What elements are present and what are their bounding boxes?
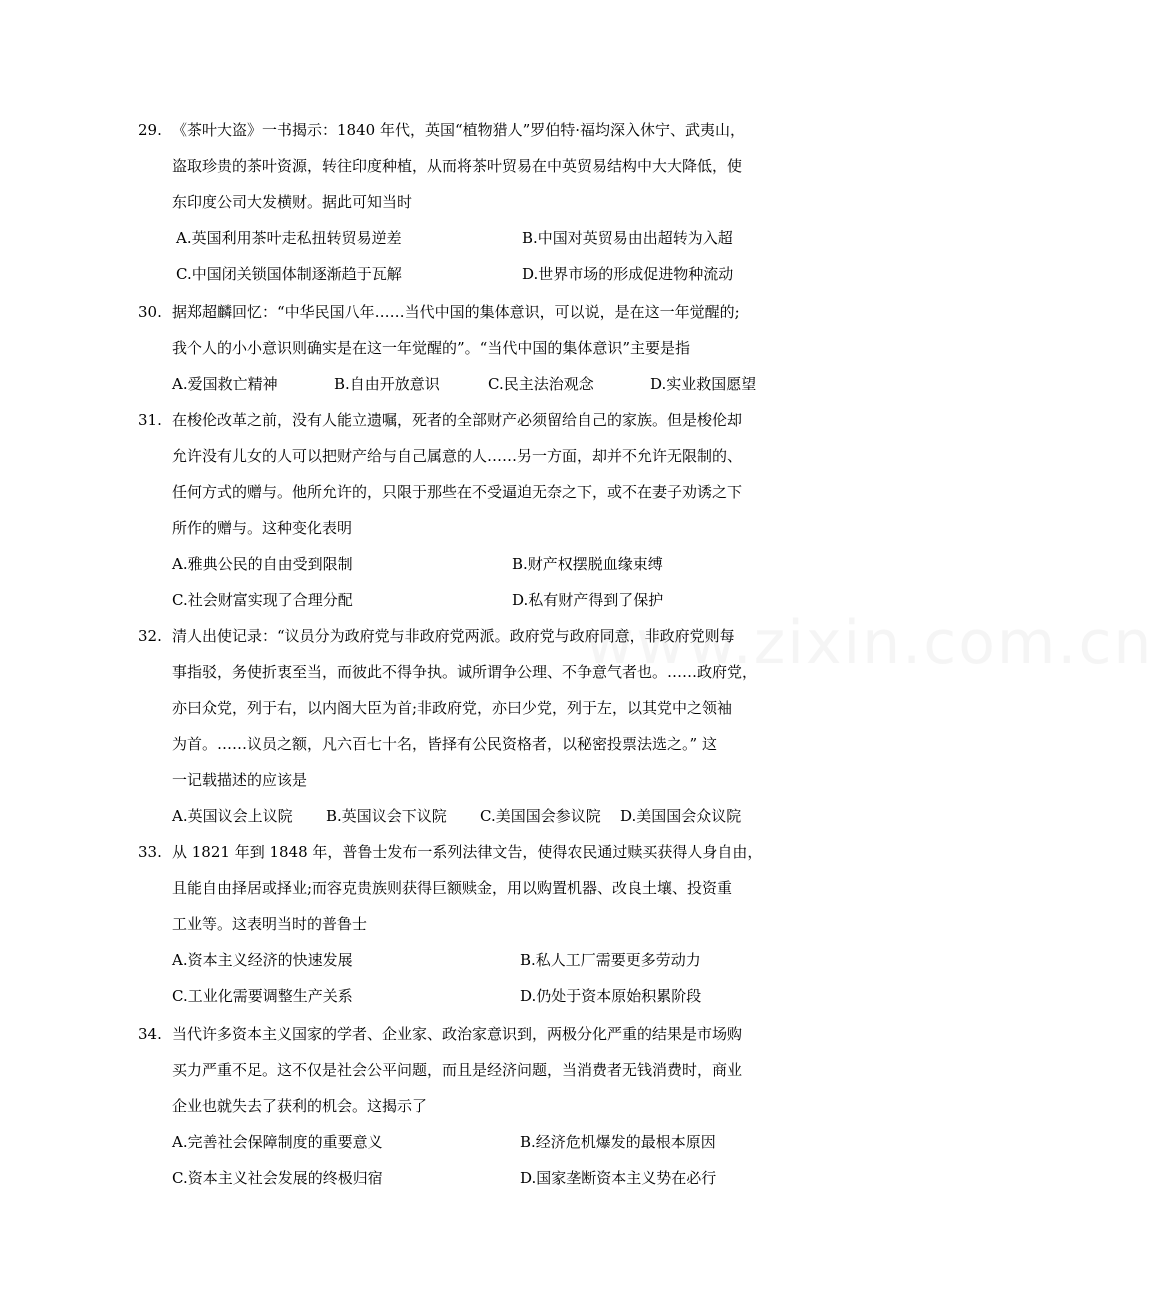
option-c[interactable]: C.中国闭关锁国体制逐渐趋于瓦解: [176, 265, 402, 283]
question-text: 当代许多资本主义国家的学者、企业家、政治家意识到，两极分化严重的结果是市场购: [172, 1025, 743, 1043]
question-line: [138, 438, 788, 474]
question-line: [138, 330, 788, 366]
question-34: [138, 1016, 788, 1196]
question-32: [138, 618, 788, 834]
watermark: www.zixin.com.cn: [585, 608, 1153, 678]
question-number: 33.: [138, 843, 162, 861]
option-a[interactable]: A.完善社会保障制度的重要意义: [172, 1133, 383, 1151]
question-line: [138, 834, 788, 870]
question-text: 买力严重不足。这不仅是社会公平问题，而且是经济问题，当消费者无钱消费时，商业: [172, 1061, 743, 1079]
question-line: [138, 762, 788, 798]
question-line: [138, 906, 788, 942]
question-text: 任何方式的赠与。他所允许的，只限于那些在不受逼迫无奈之下，或不在妻子劝诱之下: [172, 483, 743, 501]
option-a[interactable]: A.雅典公民的自由受到限制: [172, 555, 353, 573]
question-text: 《茶叶大盗》一书揭示：1840 年代，英国“植物猎人”罗伯特·福均深入休宁、武夷山，: [172, 121, 746, 139]
option-b[interactable]: B.自由开放意识: [334, 375, 440, 393]
options-row: [138, 366, 788, 402]
question-text: 企业也就失去了获利的机会。这揭示了: [172, 1097, 428, 1115]
question-number: 29.: [138, 121, 162, 139]
question-line: [138, 1016, 788, 1052]
options-row: [138, 978, 788, 1014]
question-line: [138, 726, 788, 762]
options-row: [138, 1124, 788, 1160]
question-line: [138, 148, 788, 184]
option-c[interactable]: C.资本主义社会发展的终极归宿: [172, 1169, 383, 1187]
question-29: [138, 112, 788, 292]
question-text: 我个人的小小意识则确实是在这一年觉醒的”。“当代中国的集体意识”主要是指: [172, 339, 691, 357]
question-line: [138, 402, 788, 438]
option-b[interactable]: B.中国对英贸易由出超转为入超: [522, 229, 733, 247]
option-b[interactable]: B.英国议会下议院: [326, 807, 447, 825]
options-row: [138, 546, 788, 582]
option-d[interactable]: D.世界市场的形成促进物种流动: [522, 265, 734, 283]
option-c[interactable]: C.美国国会参议院: [480, 807, 601, 825]
option-d[interactable]: D.美国国会众议院: [620, 807, 742, 825]
option-d[interactable]: D.私有财产得到了保护: [512, 591, 664, 609]
question-line: [138, 184, 788, 220]
question-text: 一记载描述的应该是: [172, 771, 308, 789]
option-c[interactable]: C.民主法治观念: [488, 375, 594, 393]
option-a[interactable]: A.英国利用茶叶走私扭转贸易逆差: [176, 229, 402, 247]
option-a[interactable]: A.爱国救亡精神: [172, 375, 278, 393]
question-number: 32.: [138, 627, 162, 645]
question-text: 据郑超麟回忆：“中华民国八年……当代中国的集体意识，可以说，是在这一年觉醒的;: [172, 303, 740, 321]
question-line: [138, 474, 788, 510]
question-text: 且能自由择居或择业;而容克贵族则获得巨额赎金，用以购置机器、改良土壤、投资重: [172, 879, 733, 897]
option-c[interactable]: C.工业化需要调整生产关系: [172, 987, 353, 1005]
question-31: [138, 402, 788, 618]
question-number: 31.: [138, 411, 162, 429]
question-text: 东印度公司大发横财。据此可知当时: [172, 193, 413, 211]
question-text: 从 1821 年到 1848 年，普鲁士发布一系列法律文告，使得农民通过赎买获得人身自由，: [172, 843, 763, 861]
option-c[interactable]: C.社会财富实现了合理分配: [172, 591, 353, 609]
option-d[interactable]: D.实业救国愿望: [650, 375, 757, 393]
question-text: 在梭伦改革之前，没有人能立遗嘱，死者的全部财产必须留给自己的家族。但是梭伦却: [172, 411, 743, 429]
question-text: 所作的赠与。这种变化表明: [172, 519, 353, 537]
option-a[interactable]: A.资本主义经济的快速发展: [172, 951, 353, 969]
question-text: 清人出使记录：“议员分为政府党与非政府党两派。政府党与政府同意，非政府党则每: [172, 627, 735, 645]
options-row: [138, 582, 788, 618]
question-line: [138, 112, 788, 148]
question-30: [138, 294, 788, 402]
option-d[interactable]: D.仍处于资本原始积累阶段: [520, 987, 702, 1005]
question-line: [138, 618, 788, 654]
question-line: [138, 1052, 788, 1088]
option-b[interactable]: B.私人工厂需要更多劳动力: [520, 951, 701, 969]
question-line: [138, 690, 788, 726]
question-text: 事指驳，务使折衷至当，而彼此不得争执。诚所谓争公理、不争意气者也。……政府党，: [172, 663, 758, 681]
option-d[interactable]: D.国家垄断资本主义势在必行: [520, 1169, 717, 1187]
question-line: [138, 294, 788, 330]
options-row: [138, 220, 788, 256]
option-b[interactable]: B.经济危机爆发的最根本原因: [520, 1133, 716, 1151]
options-row: [138, 798, 788, 834]
options-row: [138, 256, 788, 292]
question-text: 允许没有儿女的人可以把财产给与自己属意的人……另一方面，却并不允许无限制的、: [172, 447, 743, 465]
question-number: 30.: [138, 303, 162, 321]
question-text: 亦曰众党，列于右，以内阁大臣为首;非政府党，亦曰少党，列于左，以其党中之领袖: [172, 699, 733, 717]
question-33: [138, 834, 788, 1014]
options-row: [138, 1160, 788, 1196]
question-line: [138, 1088, 788, 1124]
question-line: [138, 870, 788, 906]
question-line: [138, 654, 788, 690]
question-text: 工业等。这表明当时的普鲁士: [172, 915, 368, 933]
question-text: 为首。……议员之额，凡六百七十名，皆择有公民资格者，以秘密投票法选之。” 这: [172, 735, 717, 753]
options-row: [138, 942, 788, 978]
question-line: [138, 510, 788, 546]
question-text: 盗取珍贵的茶叶资源，转往印度种植，从而将茶叶贸易在中英贸易结构中大大降低，使: [172, 157, 743, 175]
option-a[interactable]: A.英国议会上议院: [172, 807, 293, 825]
question-number: 34.: [138, 1025, 162, 1043]
option-b[interactable]: B.财产权摆脱血缘束缚: [512, 555, 663, 573]
